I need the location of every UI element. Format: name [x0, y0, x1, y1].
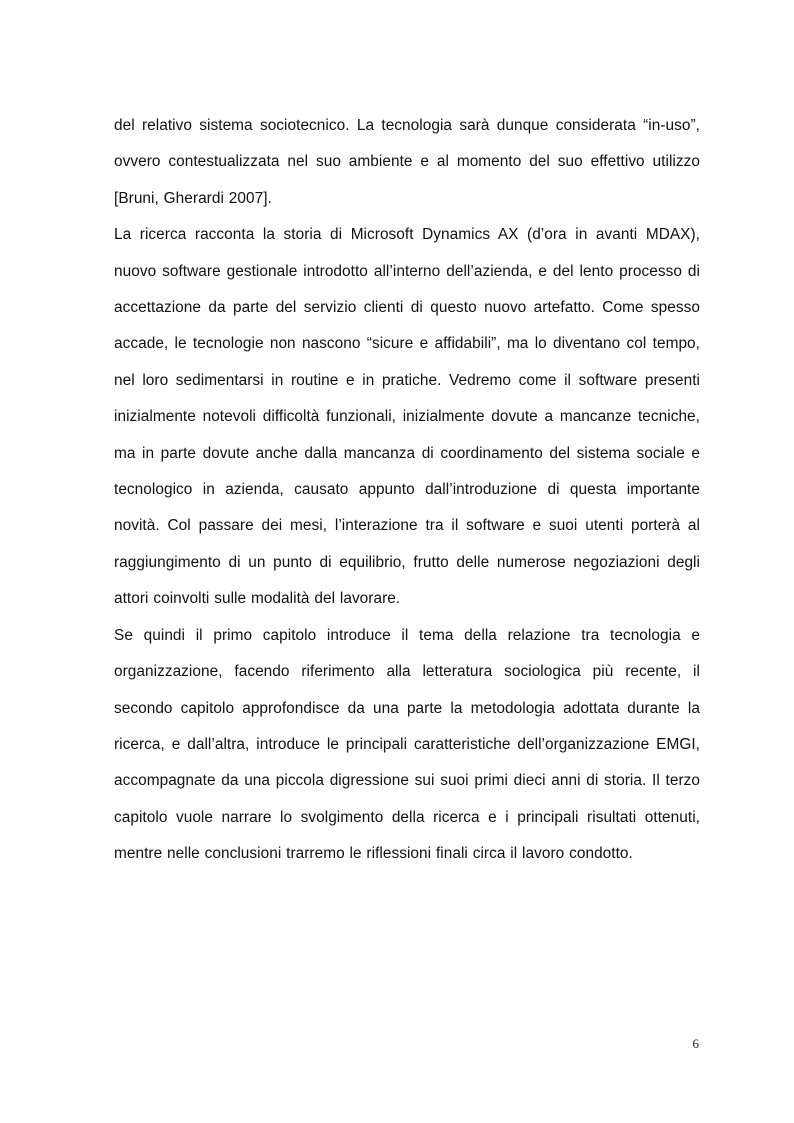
- paragraph-3: Se quindi il primo capitolo introduce il tema della relazione tra tecnologia e organizzazione, facendo riferimento alla letteratura sociologica più recente, il secondo capitolo approfondisce da una parte la metodologia adottata durante la ricerca, e dall’altra, introduce le principali caratteristiche dell’organizzazione EMGI, accompagnate da una piccola digressione sui suoi primi dieci anni di storia. Il terzo capitolo vuole narrare lo svolgimento della ricerca e i principali risultati ottenuti, mentre nelle conclusioni trarremo le riflessioni finali circa il lavoro condotto.: [114, 626, 700, 863]
- paragraph-1: del relativo sistema sociotecnico. La tecnologia sarà dunque considerata “in-uso”, ovvero contestualizzata nel suo ambiente e al momento del suo effettivo utilizzo [Bruni, Gherardi 2007].: [114, 117, 700, 207]
- body-text: [114, 108, 700, 873]
- paragraph-2: La ricerca racconta la storia di Microsoft Dynamics AX (d’ora in avanti MDAX), nuovo software gestionale introdotto all’interno dell’azienda, e del lento processo di accettazione da parte del servizio clienti di questo nuovo artefatto. Come spesso accade, le tecnologie non nascono “sicure e affidabili”, ma lo diventano col tempo, nel loro sedimentarsi in routine e in pratiche. Vedremo come il software presenti inizialmente notevoli difficoltà funzionali, inizialmente dovute a mancanze tecniche, ma in parte dovute anche dalla mancanza di coordinamento del sistema sociale e tecnologico in azienda, causato appunto dall’introduzione di questa importante novità. Col passare dei mesi, l’interazione tra il software e suoi utenti porterà al raggiungimento di un punto di equilibrio, frutto delle numerose negoziazioni degli attori coinvolti sulle modalità del lavorare.: [114, 226, 700, 608]
- page-number: 6: [692, 1036, 699, 1051]
